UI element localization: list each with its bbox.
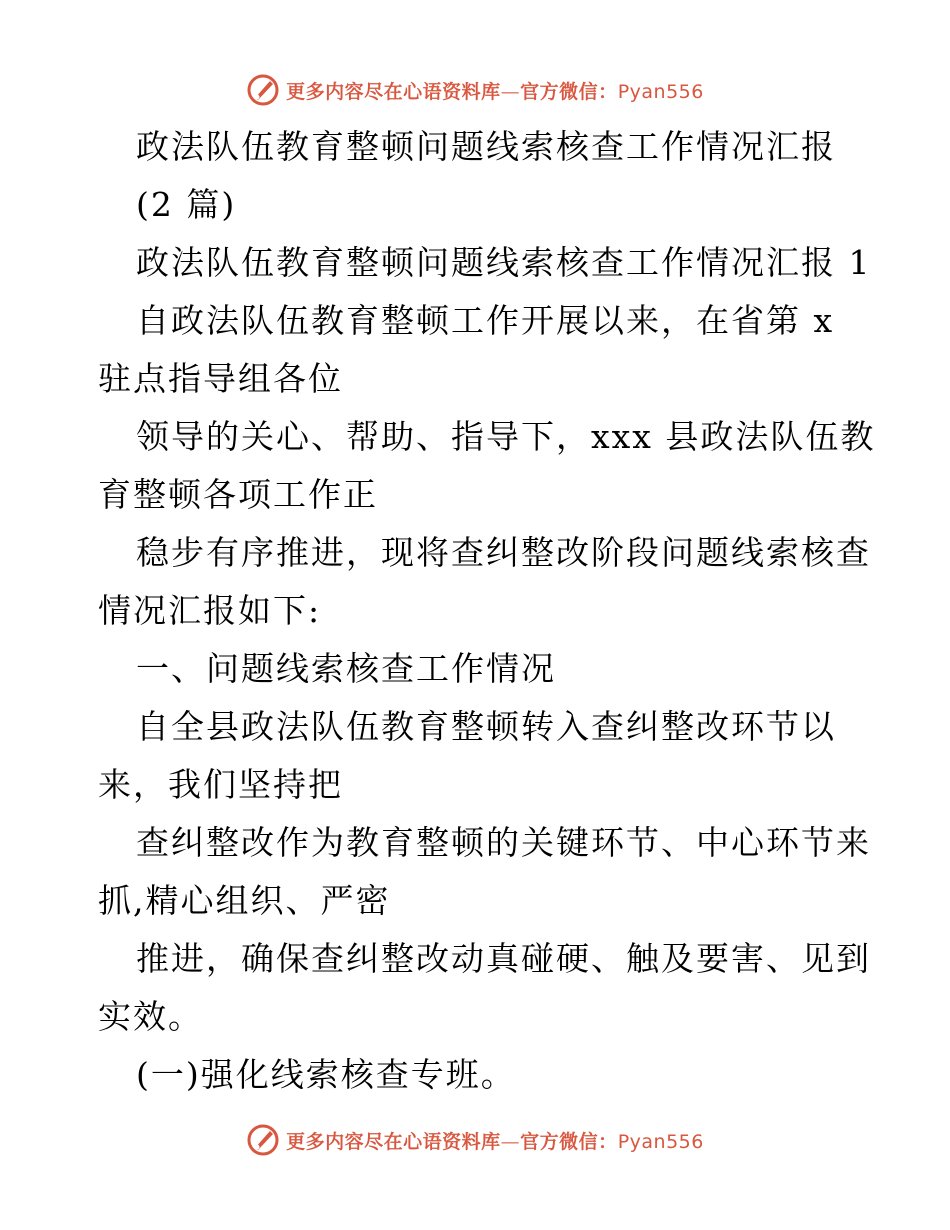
document-line: 来，我们坚持把 [98,765,343,804]
document-line: 情况汇报如下: [98,591,322,630]
document-line: 抓,精心组织、严密 [98,881,391,920]
watermark-wechat-id: Pyan556 [617,1130,704,1153]
watermark-wechat-label: 官方微信： [520,80,618,103]
document-line: (2 篇) [136,185,237,224]
watermark-main: 更多内容尽在心语资料库 [286,80,501,103]
document-line: 自政法队伍教育整顿工作开展以来，在省第 x [136,301,835,340]
document-line: 驻点指导组各位 [98,359,343,398]
document-body [98,118,876,1104]
footer-watermark [0,1120,950,1160]
document-line: 政法队伍教育整顿问题线索核查工作情况汇报 [136,127,836,166]
document-line: 一、问题线索核查工作情况 [136,649,556,688]
watermark-main: 更多内容尽在心语资料库 [286,1130,501,1153]
quill-circle-logo-icon [246,73,280,107]
watermark-text [286,77,704,104]
watermark-separator: — [500,1130,521,1153]
document-line: 育整顿各项工作正 [98,475,378,514]
document-line: (一)强化线索核查专班。 [136,1055,516,1094]
document-line: 推进，确保查纠整改动真碰硬、触及要害、见到 [136,939,871,978]
document-line: 查纠整改作为教育整顿的关键环节、中心环节来 [136,823,871,862]
document-line: 自全县政法队伍教育整顿转入查纠整改环节以 [136,707,836,746]
watermark-text [286,1127,704,1154]
document-line: 领导的关心、帮助、指导下，xxx 县政法队伍教 [136,417,876,456]
watermark-separator: — [500,80,521,103]
watermark-wechat-id: Pyan556 [617,80,704,103]
document-line: 稳步有序推进，现将查纠整改阶段问题线索核查 [136,533,871,572]
document-line: 实效。 [98,997,203,1036]
watermark-wechat-label: 官方微信： [520,1130,618,1153]
quill-circle-logo-icon [246,1123,280,1157]
document-line: 政法队伍教育整顿问题线索核查工作情况汇报 1 [136,243,872,282]
header-watermark [0,70,950,110]
